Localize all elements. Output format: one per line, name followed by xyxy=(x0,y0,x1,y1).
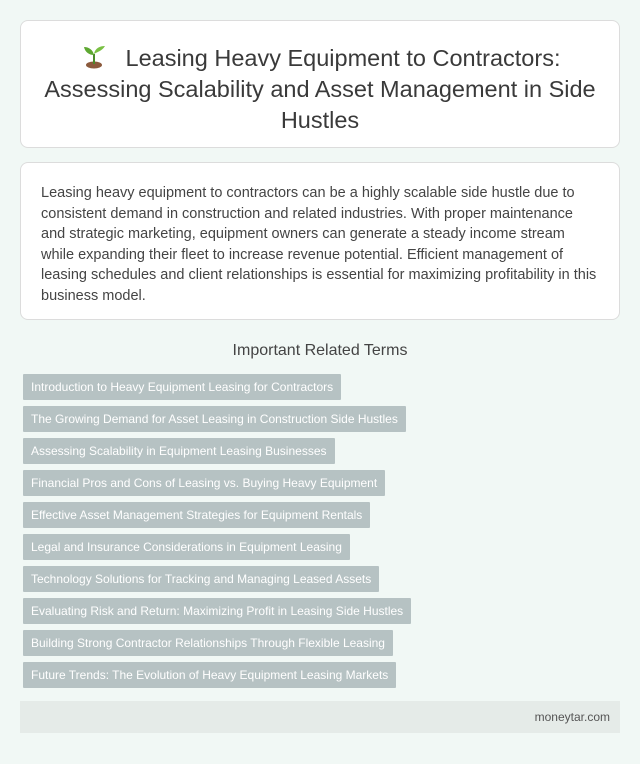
term-tag[interactable]: Effective Asset Management Strategies for Equipment Rentals xyxy=(23,502,370,528)
term-tag[interactable]: Introduction to Heavy Equipment Leasing for Contractors xyxy=(23,374,341,400)
sprout-icon xyxy=(80,43,108,69)
term-tag[interactable]: Technology Solutions for Tracking and Managing Leased Assets xyxy=(23,566,379,592)
intro-card xyxy=(20,162,620,320)
intro-paragraph: Leasing heavy equipment to contractors can be a highly scalable side hustle due to consistent demand in construction and related industries. With proper maintenance and strategic marketing, equipment owners can generate a steady income stream while expanding their fleet to increase revenue potential. Efficient management of leasing schedules and client relationships is essential for maximizing profitability in this business model. xyxy=(41,185,597,304)
term-tag[interactable]: Building Strong Contractor Relationships Through Flexible Leasing xyxy=(23,630,393,656)
title-card xyxy=(20,20,620,148)
term-tag[interactable]: Assessing Scalability in Equipment Leasing Businesses xyxy=(23,438,335,464)
related-terms-heading: Important Related Terms xyxy=(232,342,408,359)
term-tag[interactable]: Future Trends: The Evolution of Heavy Equipment Leasing Markets xyxy=(23,662,396,688)
title-text: Leasing Heavy Equipment to Contractors: Assessing Scalability and Asset Management in Side Hustles xyxy=(44,45,596,133)
term-tag[interactable]: The Growing Demand for Asset Leasing in Construction Side Hustles xyxy=(23,406,406,432)
footer-site-link[interactable]: moneytar.com xyxy=(534,710,610,724)
term-tag[interactable]: Legal and Insurance Considerations in Equipment Leasing xyxy=(23,534,350,560)
term-tag[interactable]: Evaluating Risk and Return: Maximizing Profit in Leasing Side Hustles xyxy=(23,598,411,624)
footer-bar xyxy=(20,701,620,733)
related-terms-list xyxy=(23,374,411,694)
term-tag[interactable]: Financial Pros and Cons of Leasing vs. Buying Heavy Equipment xyxy=(23,470,385,496)
page-title xyxy=(41,43,599,136)
